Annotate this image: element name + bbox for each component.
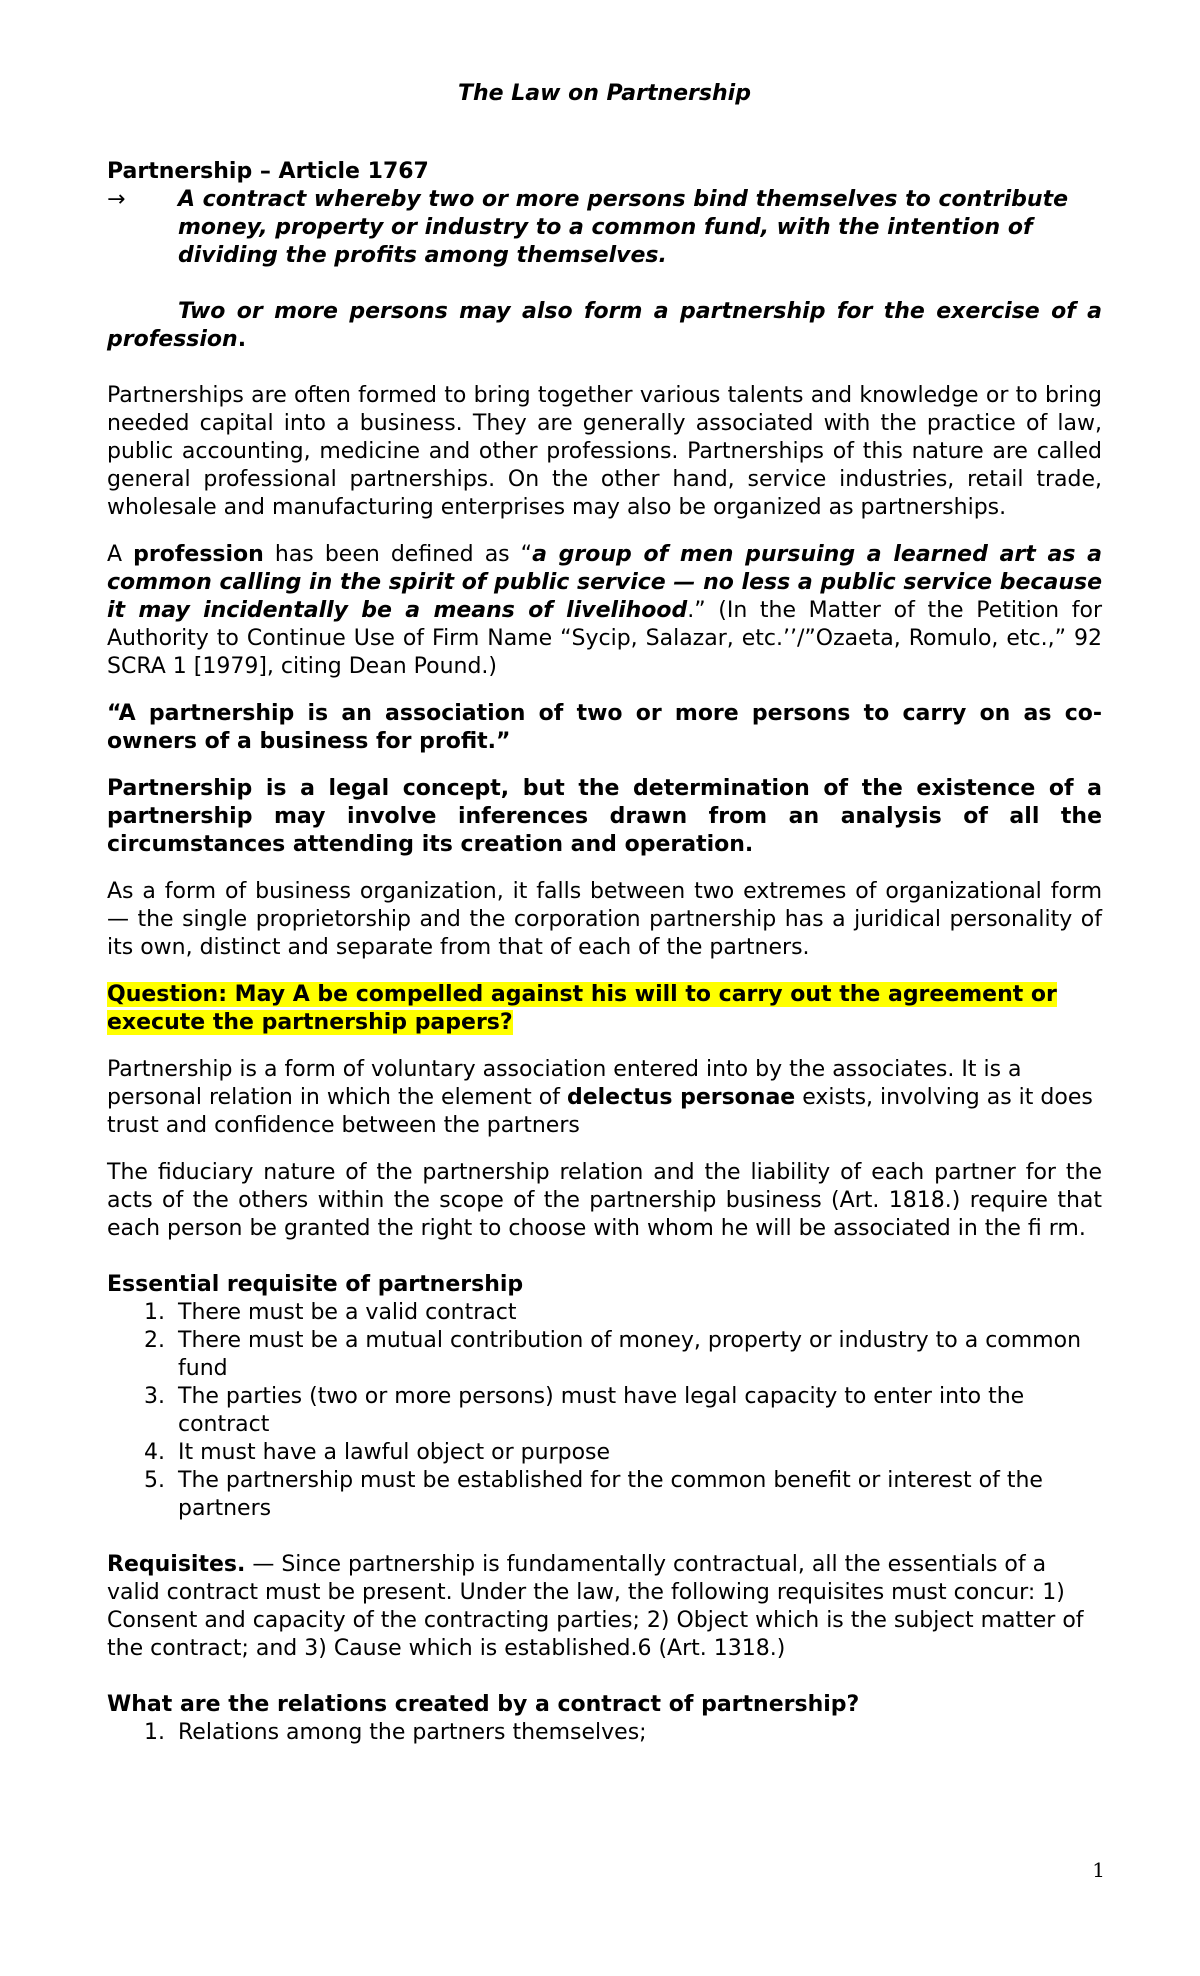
- list-item: [107, 1439, 1102, 1467]
- list-number: 2.: [144, 1328, 165, 1353]
- list-number: 3.: [144, 1384, 165, 1409]
- definition-block: [107, 186, 1102, 270]
- list-item: [107, 1383, 1102, 1439]
- list-text: The parties (two or more persons) must have legal capacity to enter into the contract: [178, 1384, 1025, 1437]
- paragraph-voluntary: [107, 1056, 1102, 1140]
- list-text: It must have a lawful object or purpose: [178, 1440, 611, 1465]
- question-highlight: Question: May A be compelled against his will to carry out the agreement or execute the partnership papers?: [107, 982, 1057, 1035]
- list-number: 1.: [144, 1300, 165, 1325]
- list-text: Relations among the partners themselves;: [178, 1720, 647, 1745]
- requisites-label: Requisites.: [107, 1552, 246, 1577]
- list-number: 5.: [144, 1468, 165, 1493]
- profession-quote: a group of men pursuing a learned art as a common calling in the spirit of public service — no less a public service because it may incidentally be a means of livelihood: [107, 542, 1102, 623]
- paragraph-requisites: [107, 1551, 1102, 1663]
- list-number: 4.: [144, 1440, 165, 1465]
- document-title: The Law on Partnership: [458, 81, 751, 106]
- paragraph-association: “A partnership is an association of two or more persons to carry on as co-owners of a business for profit.”: [107, 701, 1102, 754]
- profession-note-end: .: [237, 327, 247, 352]
- relations-heading: What are the relations created by a contract of partnership?: [107, 1692, 860, 1717]
- paragraph-legal-concept: Partnership is a legal concept, but the determination of the existence of a partnership may involve inferences drawn from an analysis of all the circumstances attending its creation and operation.: [107, 776, 1102, 857]
- partnership-definition: A contract whereby two or more persons bind themselves to contribute money, property or industry to a common fund, with the intention of dividing the profits among themselves.: [178, 187, 1069, 268]
- requisites-text: — Since partnership is fundamentally contractual, all the essentials of a valid contract must be present. Under the law, the following requisites must concur: 1) Consent and capacity of the contracting parties; 2) Object which is the subject matter of the contract; and 3) Cause which is established.6 (Art. 1318.): [107, 1552, 1084, 1661]
- arrow-icon: →: [107, 187, 126, 212]
- voluntary-term: delectus personae: [566, 1085, 796, 1110]
- question: [107, 981, 1102, 1037]
- paragraph-fiduciary: The fiduciary nature of the partnership relation and the liability of each partner for the acts of the others within the scope of the partnership business (Art. 1818.) require that each person be granted the right to choose with whom he will be associated in the fi rm.: [107, 1160, 1102, 1241]
- profession-citation: .” (In the Matter of the Petition for Authority to Continue Use of Firm Name “Sycip, Salazar, etc.’’/”Ozaeta, Romulo, etc.,” 92 SCRA 1 [1979], citing Dean Pound.): [107, 598, 1102, 679]
- relations-list: [107, 1719, 1102, 1747]
- list-text: The partnership must be established for the common benefit or interest of the partners: [178, 1468, 1043, 1521]
- essential-heading: Essential requisite of partnership: [107, 1272, 524, 1297]
- list-text: There must be a valid contract: [178, 1300, 517, 1325]
- list-item: [107, 1327, 1102, 1383]
- page-number: 1: [1092, 1858, 1105, 1882]
- list-text: There must be a mutual contribution of money, property or industry to a common fund: [178, 1328, 1082, 1381]
- paragraph-talents: Partnerships are often formed to bring together various talents and knowledge or to bring needed capital into a business. They are generally associated with the practice of law, public accounting, medicine and other professions. Partnerships of this nature are called general professional partnerships. On the other hand, service industries, retail trade, wholesale and manufacturing enterprises may also be organized as partnerships.: [107, 383, 1102, 520]
- article-heading: Partnership – Article 1767: [107, 159, 429, 184]
- essential-list: [107, 1299, 1102, 1523]
- profession-mid: has been defined as “: [263, 542, 533, 567]
- profession-term: profession: [133, 542, 264, 567]
- paragraph-profession: [107, 541, 1102, 681]
- profession-a: A: [107, 542, 134, 567]
- profession-note: [107, 298, 1102, 354]
- voluntary-a: Partnership is a form of voluntary association entered into by the associates. It is a personal relation in which the element of: [107, 1057, 1022, 1110]
- paragraph-form: As a form of business organization, it falls between two extremes of organizational form — the single proprietorship and the corporation partnership has a juridical personality of its own, distinct and separate from that of each of the partners.: [107, 879, 1102, 960]
- list-item: [107, 1467, 1102, 1523]
- profession-note-text: Two or more persons may also form a partnership for the exercise of a profession: [107, 299, 1102, 352]
- voluntary-b: exists, involving as it does trust and confidence between the partners: [107, 1085, 1093, 1138]
- list-item: [107, 1299, 1102, 1327]
- list-number: 1.: [144, 1720, 165, 1745]
- document-body: [107, 80, 1102, 1747]
- list-item: [107, 1719, 1102, 1747]
